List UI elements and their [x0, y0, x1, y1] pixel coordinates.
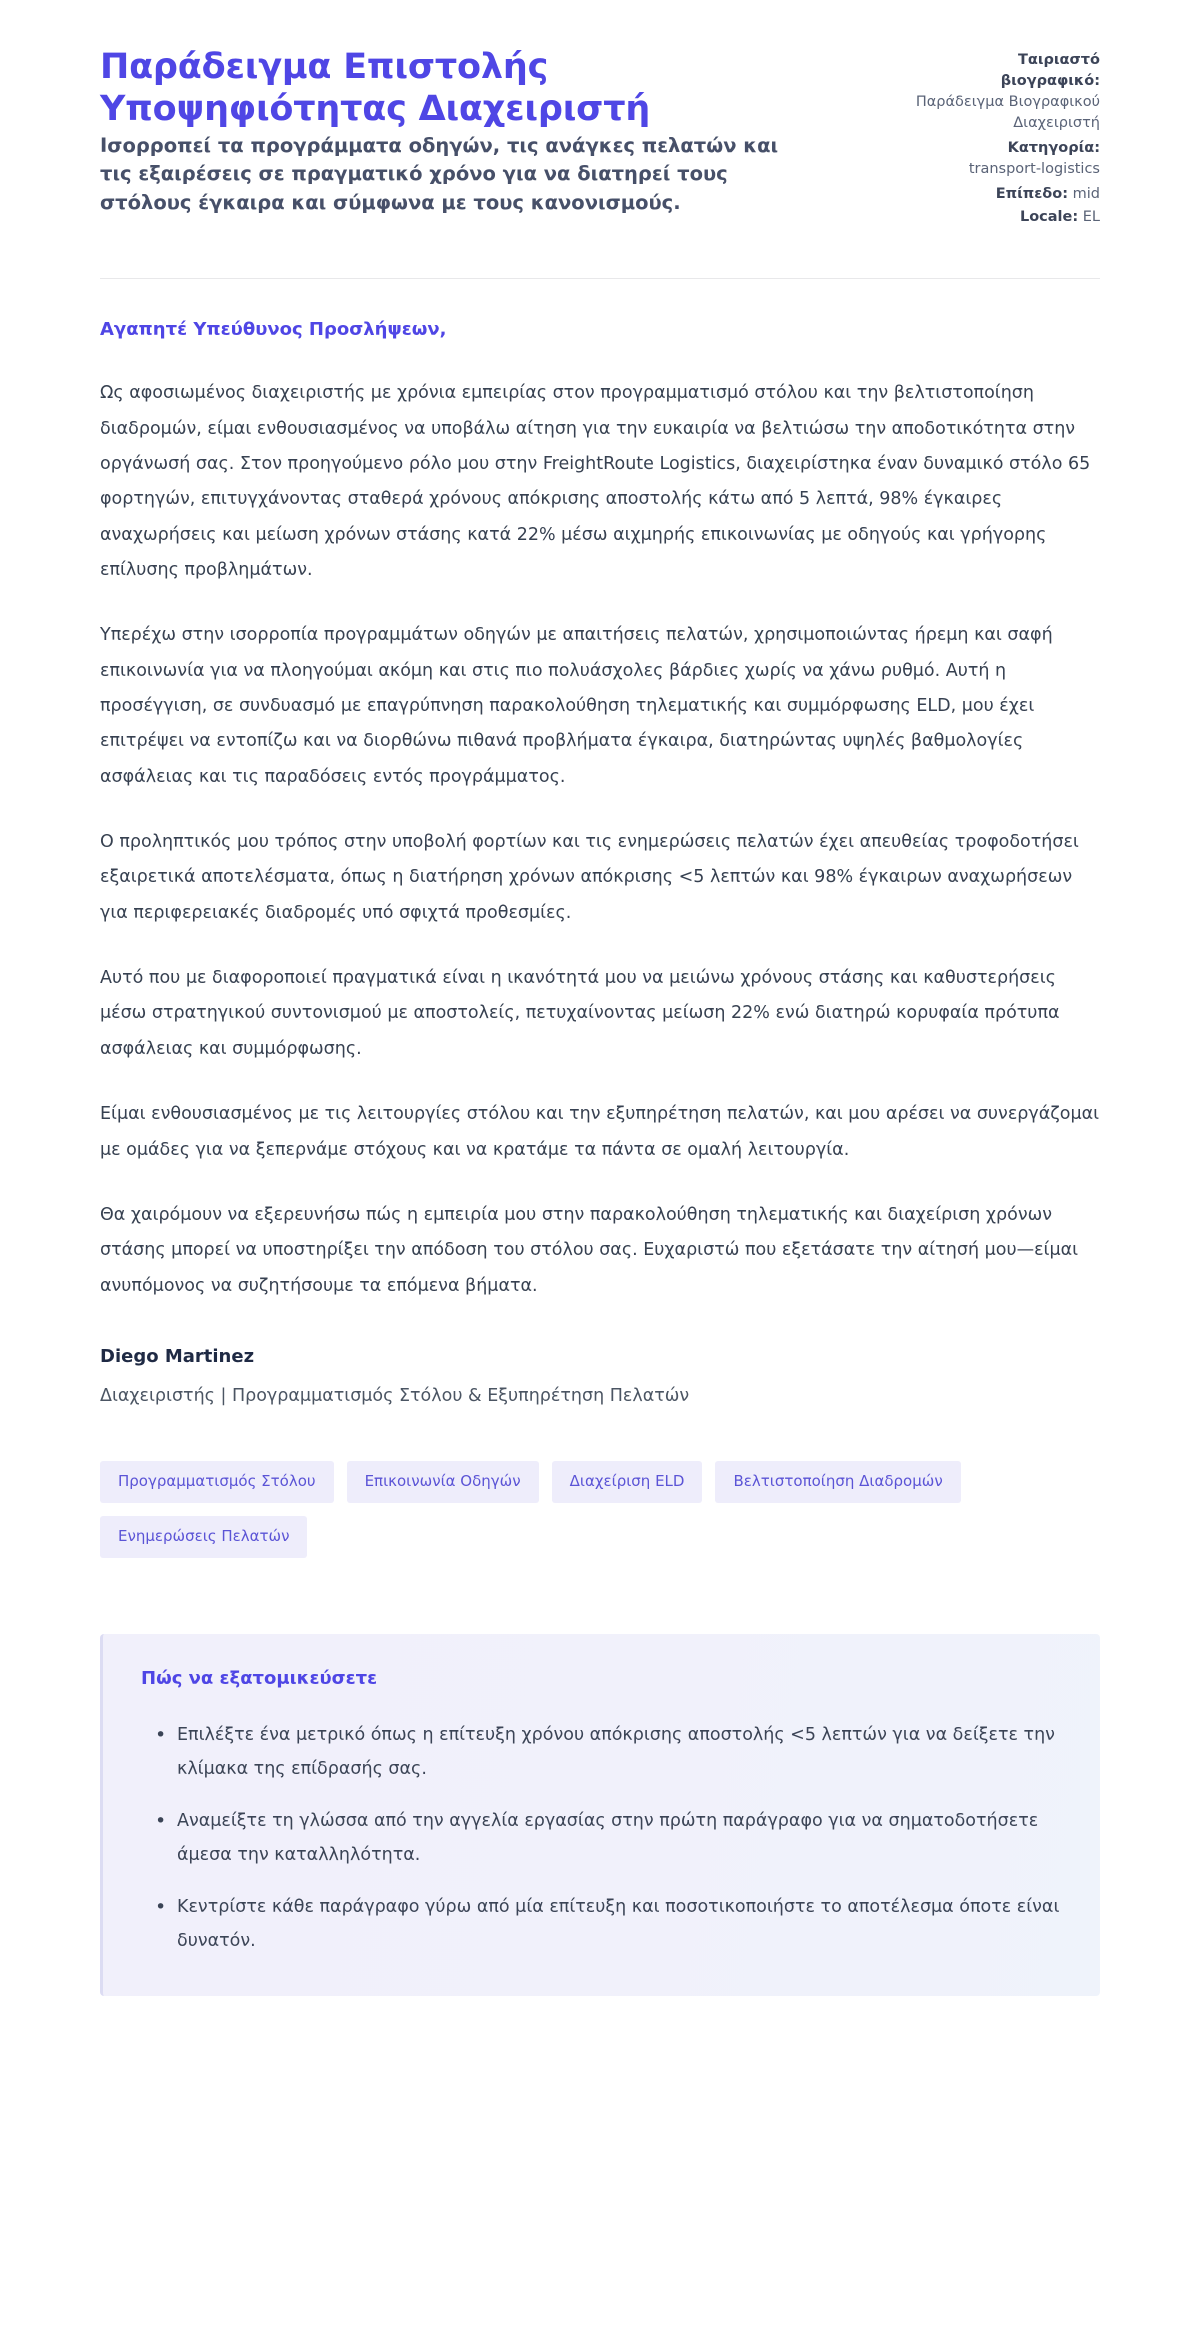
meta-matching-resume	[914, 50, 1100, 134]
skill-tag-list	[100, 1461, 1040, 1558]
callout-tip-item: • Επιλέξτε ένα μετρικό όπως η επίτευξη χρόνου απόκρισης αποστολής <5 λεπτών για να δείξετε την κλίμακα της επίδρασής σας.	[163, 1718, 1060, 1786]
meta-locale-label: Locale:	[1019, 209, 1079, 226]
header-text-block	[100, 46, 800, 217]
callout-title: Πώς να εξατομικεύσετε	[141, 1668, 378, 1690]
letter-paragraph: Ο προληπτικός μου τρόπος στην υποβολή φορτίων και τις ενημερώσεις πελατών έχει απευθείας τροφοδοτήσει εξαιρετικά αποτελέσματα, όπως η διατήρηση χρόνων απόκρισης <5 λεπτών και 98% έγκαιρων αναχωρήσεων για περιφερειακές διαδρομές υπό σφιχτά προθεσμίες.	[100, 832, 1079, 923]
signature-block	[100, 1344, 1100, 1409]
meta-level-label: Επίπεδο:	[995, 186, 1069, 203]
skill-tag[interactable]: Ενημερώσεις Πελατών	[100, 1516, 307, 1558]
skill-tag[interactable]: Βελτιστοποίηση Διαδρομών	[715, 1461, 960, 1503]
callout-tip-item: • Αναμείξτε τη γλώσσα από την αγγελία εργασίας στην πρώτη παράγραφο για να σηματοδοτήσετε άμεσα την καταλληλότητα.	[163, 1804, 1060, 1872]
letter-paragraph: Ως αφοσιωμένος διαχειριστής με χρόνια εμπειρίας στον προγραμματισμό στόλου και την βελτιστοποίηση διαδρομών, είμαι ενθουσιασμένος να υποβάλω αίτηση για την ευκαιρία να βελτιώσω την αποδοτικότητα στην οργάνωσή σας. Στον προηγούμενο ρόλο μου στην FreightRoute Logistics, διαχειρίστηκα έναν δυναμικό στόλο 65 φορτηγών, επιτυγχάνοντας σταθερά χρόνους απόκρισης αποστολής κάτω από 5 λεπτά, 98% έγκαιρες αναχωρήσεις και μείωση χρόνων στάσης κατά 22% μέσω αιχμηρής επικοινωνίας με οδηγούς και γρήγορης επίλυσης προβλημάτων.	[100, 383, 1091, 581]
signature-name: Diego Martinez	[100, 1345, 255, 1367]
letter-paragraphs	[100, 376, 1100, 1304]
letter-body	[100, 279, 1100, 1996]
meta-category-label: Κατηγορία:	[1007, 140, 1100, 157]
skill-tag[interactable]: Επικοινωνία Οδηγών	[347, 1461, 539, 1503]
skill-tag[interactable]: Προγραμματισμός Στόλου	[100, 1461, 334, 1503]
how-to-customize-callout	[100, 1634, 1100, 1996]
letter-paragraph: Υπερέχω στην ισορροπία προγραμμάτων οδηγών με απαιτήσεις πελατών, χρησιμοποιώντας ήρεμη και σαφή επικοινωνία για να πλοηγούμαι ακόμη και στις πιο πολυάσχολες βάρδιες χωρίς να χάνω ρυθμό. Αυτή η προσέγγιση, σε συνδυασμό με επαγρύπνηση παρακολούθηση τηλεματικής και συμμόρφωσης ELD, μου έχει επιτρέψει να εντοπίζω και να διορθώνω πιθανά προβλήματα έγκαιρα, διατηρώντας υψηλές βαθμολογίες ασφάλειας και τις παραδόσεις εντός προγράμματος.	[100, 625, 1053, 787]
document-metadata	[914, 46, 1100, 230]
skill-tag[interactable]: Διαχείριση ELD	[552, 1461, 703, 1503]
callout-tip-item: • Κεντρίστε κάθε παράγραφο γύρω από μία επίτευξη και ποσοτικοποιήστε το αποτέλεσμα όποτε είναι δυνατόν.	[163, 1890, 1060, 1958]
letter-paragraph: Θα χαιρόμουν να εξερευνήσω πώς η εμπειρία μου στην παρακολούθηση τηλεματικής και διαχείριση χρόνων στάσης μπορεί να υποστηρίξει την απόδοση του στόλου σας. Ευχαριστώ που εξετάσατε την αίτησή μου—είμαι ανυπόμονος να συζητήσουμε τα επόμενα βήματα.	[100, 1204, 1079, 1296]
page-title: Παράδειγμα Επιστολής Υποψηφιότητας Διαχειριστή	[100, 47, 651, 129]
meta-level	[914, 184, 1100, 205]
letter-paragraph: Είμαι ενθουσιασμένος με τις λειτουργίες στόλου και την εξυπηρέτηση πελατών, και μου αρέσει να συνεργάζομαι με ομάδες για να ξεπερνάμε στόχους και να κρατάμε τα πάντα σε ομαλή λειτουργία.	[100, 1104, 1100, 1160]
meta-matching-resume-label: Ταιριαστό βιογραφικό:	[1000, 52, 1100, 90]
meta-category	[914, 138, 1100, 180]
letter-paragraph: Αυτό που με διαφοροποιεί πραγματικά είναι η ικανότητά μου να μειώνω χρόνους στάσης και καθυστερήσεις μέσω στρατηγικού συντονισμού με αποστολείς, πετυχαίνοντας μείωση 22% ενώ διατηρώ κορυφαία πρότυπα ασφάλειας και συμμόρφωσης.	[100, 968, 1060, 1059]
document-header	[100, 46, 1100, 230]
letter-salutation: Αγαπητέ Υπεύθυνος Προσλήψεων,	[100, 319, 447, 341]
meta-locale	[914, 207, 1100, 228]
signature-role: Διαχειριστής | Προγραμματισμός Στόλου & Εξυπηρέτηση Πελατών	[100, 1386, 690, 1407]
meta-level-value: mid	[1072, 186, 1100, 203]
meta-matching-resume-value: Παράδειγμα Βιογραφικού Διαχειριστή	[915, 94, 1100, 132]
meta-category-value: transport-logistics	[968, 161, 1100, 178]
meta-locale-value: EL	[1082, 209, 1100, 226]
page-subtitle: Ισορροπεί τα προγράμματα οδηγών, τις ανάγκες πελατών και τις εξαιρέσεις σε πραγματικό χρόνο για να διατηρεί τους στόλους έγκαιρα και σύμφωνα με τους κανονισμούς.	[100, 134, 779, 214]
callout-tip-list	[141, 1718, 1060, 1959]
